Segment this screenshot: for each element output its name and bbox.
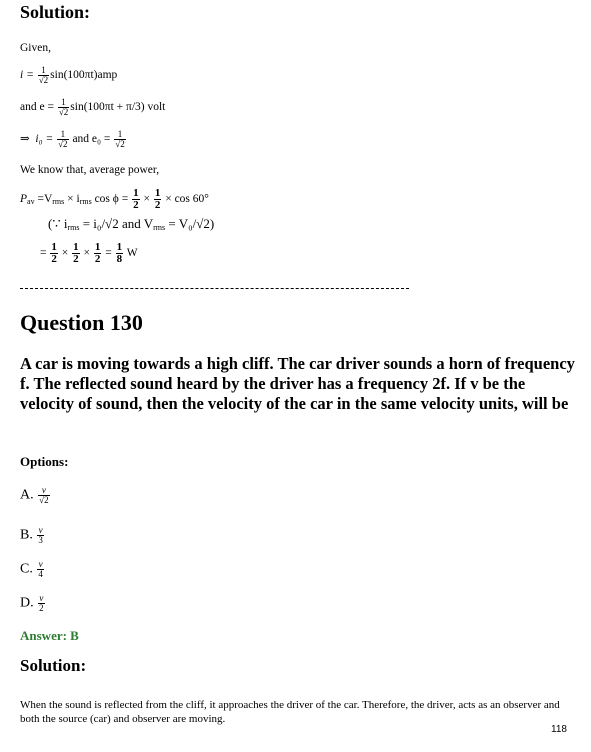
power-result: = $\frac{1}{2}$ × $\frac{1}{2}$ × $\frac{1}{2}$ = $\frac{1}{8}$ W	[40, 241, 138, 265]
options-heading: Options:	[20, 454, 69, 469]
average-power-intro: We know that, average power,	[20, 164, 160, 176]
equation-current: i = $\frac{1}{√2}$ sin(100πt)amp	[20, 65, 118, 85]
option-d[interactable]: D. $\frac{v}{2}$	[20, 593, 44, 613]
option-b[interactable]: B. $\frac{v}{3}$	[20, 525, 43, 545]
equation-peak-values: ⇒ i₀ = $\frac{1}{√2}$ and e₀ = $\frac{1}{√2}$	[20, 129, 125, 149]
solution-heading: Solution:	[20, 2, 91, 22]
page-number: 118	[551, 724, 567, 735]
equation-voltage: and e = $\frac{1}{√2}$ sin(100πt + π/3) volt	[20, 97, 166, 117]
question-title: Question 130	[20, 310, 143, 335]
question-text: A car is moving towards a high cliff. The car driver sounds a horn of frequency f. The reflected sound heard by the driver has a frequency 2f. If v be the velocity of sound, then the velocity of the car in the same velocity units, will be	[20, 354, 575, 413]
section-divider	[20, 288, 409, 289]
solution-text: When the sound is reflected from the cliff, it approaches the driver of the car. Therefore, the driver, acts as an observer and both the source (car) and observer are moving.	[20, 699, 560, 725]
answer-label: Answer: B	[20, 628, 79, 643]
solution-heading-2: Solution:	[20, 656, 87, 675]
rms-relation: (∵ $i_{rms} = i_0/√2$ and $V_{rms} = V_0/√2$)	[48, 216, 215, 232]
option-a[interactable]: A. $\frac{v}{√2}$	[20, 485, 49, 505]
option-c[interactable]: C. $\frac{v}{4}$	[20, 559, 43, 579]
equation-average-power: $P_{av} =V_{rms} \times i_{rms}$ cos ϕ = $\frac{1}{2}$ × $\frac{1}{2}$ × cos 60°	[20, 187, 209, 211]
given-label: Given,	[20, 42, 51, 54]
